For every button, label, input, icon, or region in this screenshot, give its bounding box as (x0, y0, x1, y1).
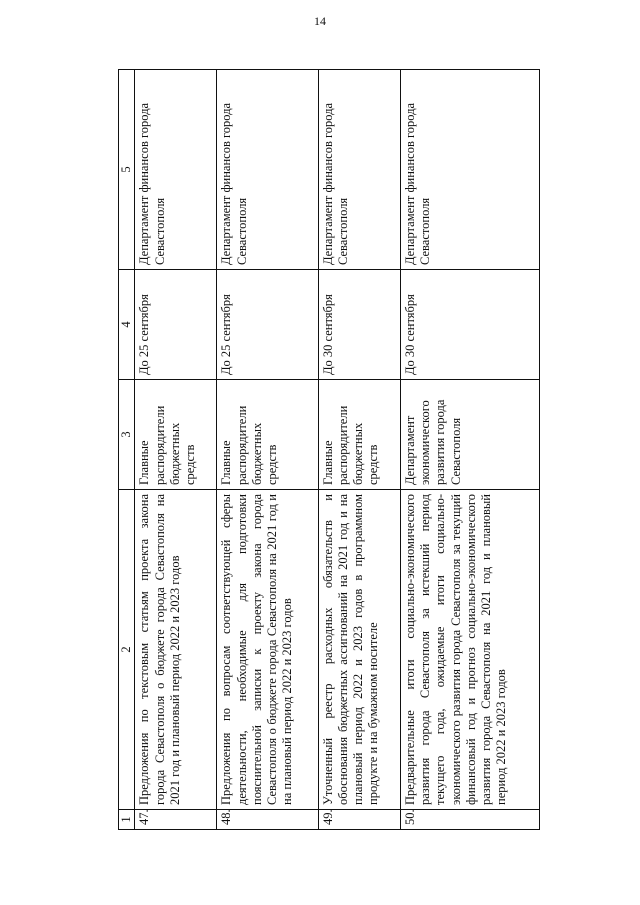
table-row (217, 70, 318, 830)
row-executor: Главные распорядители бюджетных средств (135, 380, 217, 490)
plan-table (118, 69, 540, 830)
row-executor: Главные распорядители бюджетных средств (318, 380, 400, 490)
row-deadline: До 25 сентября (135, 270, 217, 380)
row-executor: Департамент экономического развития города Севастополя (400, 380, 539, 490)
table-header-row (119, 70, 135, 830)
rotated-table-content (118, 70, 540, 830)
rotated-table-frame (118, 70, 540, 830)
column-header-5: 5 (119, 70, 135, 270)
row-deadline: До 30 сентября (400, 270, 539, 380)
row-deadline: До 30 сентября (318, 270, 400, 380)
table-row (400, 70, 539, 830)
row-number: 47. (135, 810, 217, 830)
row-recipient: Департамент финансов города Севастополя (217, 70, 318, 270)
row-description: Предварительные итоги социально-экономического развития города Севастополя за истекший период текущего года, ожидаемые итоги социально-экономического развития города Севастополя за текущий финансовый год и прогноз социально-экономического развития города Севастополя на 2021 год и плановый период 2022 и 2023 годов (400, 490, 539, 810)
row-executor: Главные распорядители бюджетных средств (217, 380, 318, 490)
row-number: 49. (318, 810, 400, 830)
row-description: Предложения по вопросам соответствующей сферы деятельности, необходимые для подготовки пояснительной записки к проекту закона города Севастополя о бюджете города Севастополя на 2021 год и на плановый период 2022 и 2023 годов (217, 490, 318, 810)
row-recipient: Департамент финансов города Севастополя (135, 70, 217, 270)
row-recipient: Департамент финансов города Севастополя (318, 70, 400, 270)
column-header-3: 3 (119, 380, 135, 490)
row-number: 50. (400, 810, 539, 830)
row-description: Предложения по текстовым статьям проекта закона города Севастополя о бюджете города Севастополя на 2021 год и плановый период 2022 и 2023 годов (135, 490, 217, 810)
row-recipient: Департамент финансов города Севастополя (400, 70, 539, 270)
column-header-1: 1 (119, 810, 135, 830)
column-header-2: 2 (119, 490, 135, 810)
table-row (135, 70, 217, 830)
row-number: 48. (217, 810, 318, 830)
row-description: Уточненный реестр расходных обязательств и обоснования бюджетных ассигнований на 2021 год и на плановый период 2022 и 2023 годов в программном продукте и на бумажном носителе (318, 490, 400, 810)
table-row (318, 70, 400, 830)
column-header-4: 4 (119, 270, 135, 380)
page-number: 14 (314, 14, 326, 28)
row-deadline: До 25 сентября (217, 270, 318, 380)
